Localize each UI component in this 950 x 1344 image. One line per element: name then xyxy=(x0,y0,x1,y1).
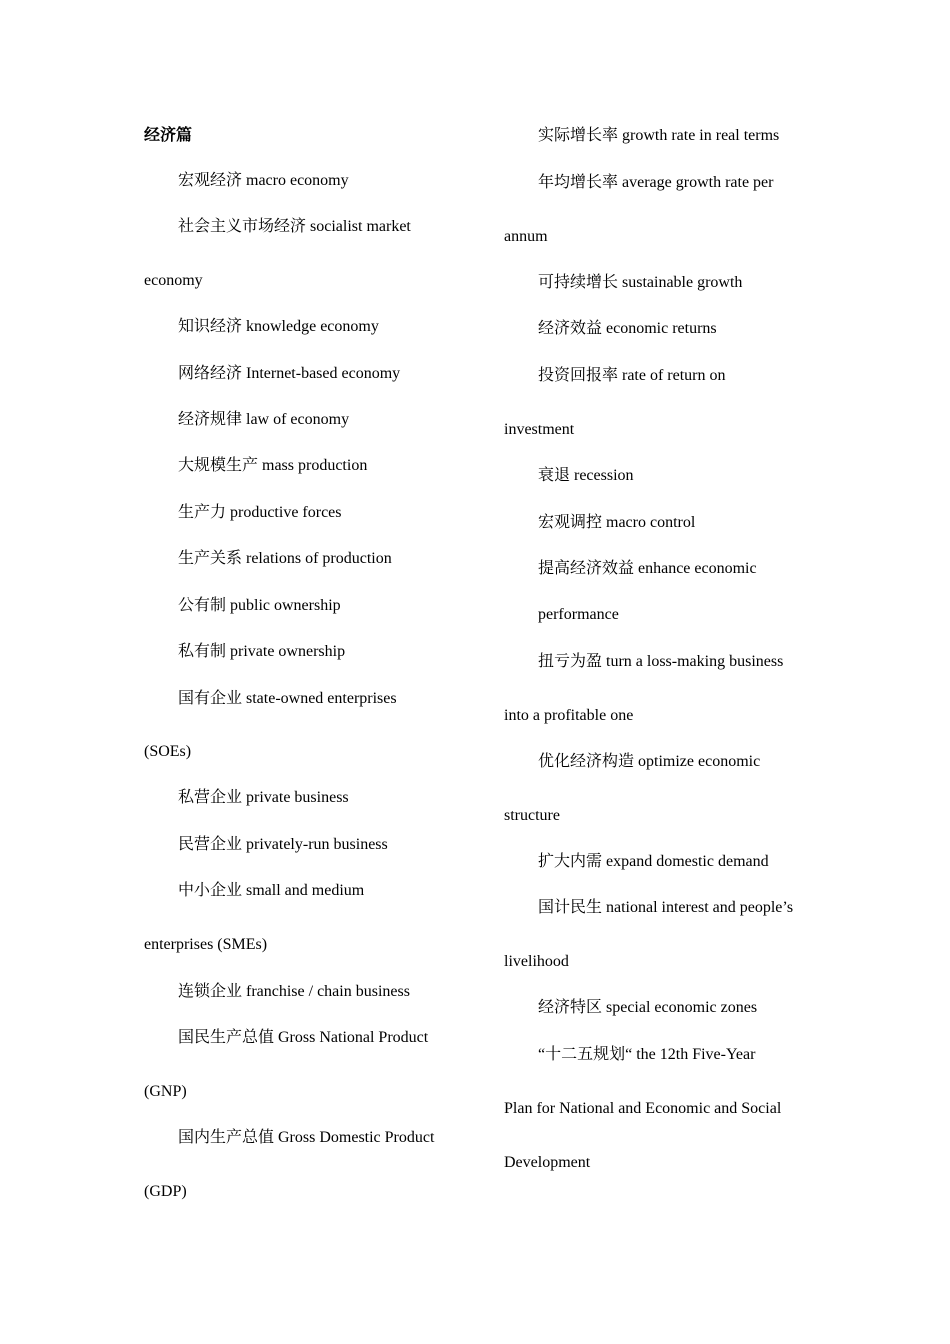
term-line: 大规模生产 mass production xyxy=(178,457,368,474)
term-line: 生产关系 relations of production xyxy=(178,550,392,567)
term-line-continuation: economy xyxy=(144,272,203,289)
term-line-continuation: enterprises (SMEs) xyxy=(144,936,268,953)
term-line: 经济效益 economic returns xyxy=(538,320,717,337)
term-line: 衰退 recession xyxy=(538,467,634,484)
term-line: 网络经济 Internet-based economy xyxy=(178,365,401,382)
term-line: 投资回报率 rate of return on xyxy=(538,367,726,384)
term-line: 扩大内需 expand domestic demand xyxy=(538,853,769,870)
term-line: 连锁企业 franchise / chain business xyxy=(178,983,410,1000)
term-line: 中小企业 small and medium xyxy=(178,882,365,899)
term-line: 私有制 private ownership xyxy=(178,643,346,660)
term-line-continuation: annum xyxy=(504,228,548,245)
term-line: 可持续增长 sustainable growth xyxy=(538,274,743,291)
term-line: 国民生产总值 Gross National Product xyxy=(178,1029,429,1046)
term-line-continuation: investment xyxy=(504,421,575,438)
term-line: 生产力 productive forces xyxy=(178,504,342,521)
term-line: “十二五规划“ the 12th Five-Year xyxy=(538,1046,756,1063)
term-line: 提高经济效益 enhance economic xyxy=(538,560,757,577)
term-line-continuation: livelihood xyxy=(504,953,569,970)
term-line: 国有企业 state-owned enterprises xyxy=(178,690,397,707)
term-line-continuation: (GDP) xyxy=(144,1183,187,1200)
right-column xyxy=(475,0,950,1344)
term-line-continuation: Plan for National and Economic and Social xyxy=(504,1100,782,1117)
term-line: 经济规律 law of economy xyxy=(178,411,350,428)
section-heading: 经济篇 xyxy=(144,127,193,144)
term-line-continuation: structure xyxy=(504,807,560,824)
term-line: 私营企业 private business xyxy=(178,789,349,806)
term-line: 优化经济构造 optimize economic xyxy=(538,753,761,770)
term-line-continuation: (SOEs) xyxy=(144,743,192,760)
term-line: 实际增长率 growth rate in real terms xyxy=(538,127,780,144)
term-line: 经济特区 special economic zones xyxy=(538,999,758,1016)
term-line-continuation: Development xyxy=(504,1154,591,1171)
term-line: 公有制 public ownership xyxy=(178,597,341,614)
term-line: 知识经济 knowledge economy xyxy=(178,318,379,335)
term-line-continuation: into a profitable one xyxy=(504,707,634,724)
term-line: 国内生产总值 Gross Domestic Product xyxy=(178,1129,435,1146)
term-line: 宏观经济 macro economy xyxy=(178,172,349,189)
term-line: 宏观调控 macro control xyxy=(538,514,696,531)
term-line: 社会主义市场经济 socialist market xyxy=(178,218,411,235)
term-line: 民营企业 privately-run business xyxy=(178,836,388,853)
term-line: 国计民生 national interest and people’s xyxy=(538,899,794,916)
term-line: 扭亏为盈 turn a loss-making business xyxy=(538,653,784,670)
term-line-continuation: performance xyxy=(538,606,619,623)
term-line-continuation: (GNP) xyxy=(144,1083,187,1100)
term-line: 年均增长率 average growth rate per xyxy=(538,174,774,191)
